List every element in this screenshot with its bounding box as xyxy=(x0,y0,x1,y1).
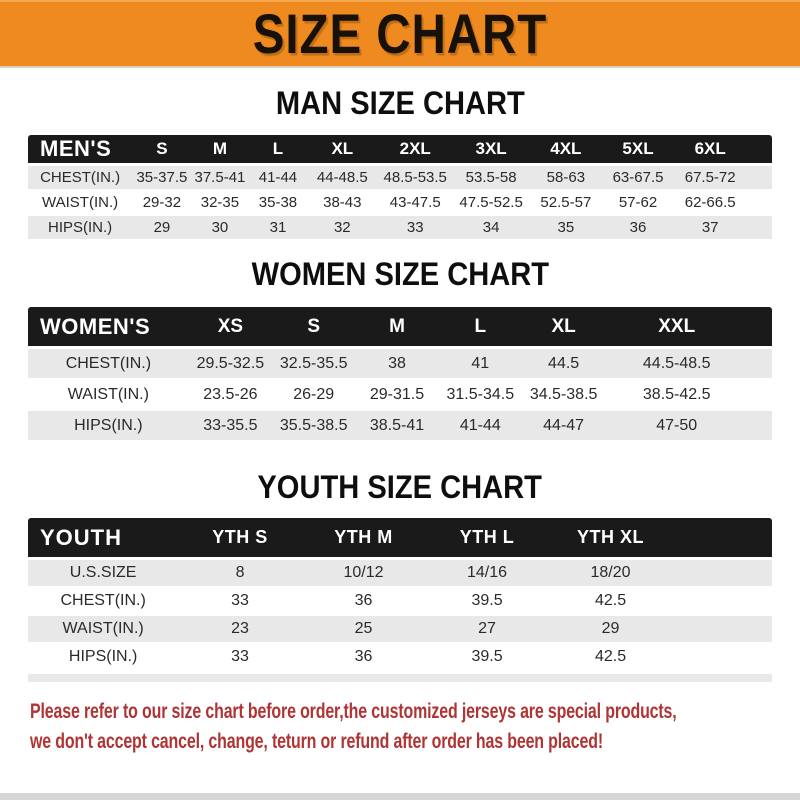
size-value-cell: 44-48.5 xyxy=(308,166,377,191)
size-value-cell: 36 xyxy=(603,216,673,241)
spacer-cell xyxy=(748,307,772,349)
banner xyxy=(0,0,800,68)
row-label-cell: HIPS(IN.) xyxy=(28,216,132,241)
women-size-column-header: S xyxy=(272,307,355,349)
size-value-cell: 34.5-38.5 xyxy=(522,380,605,411)
size-value-cell: 10/12 xyxy=(302,560,426,588)
men-size-table xyxy=(28,135,772,241)
disclaimer-line-1: Please refer to our size chart before order,the customized jerseys are special products, xyxy=(30,700,677,723)
women-size-column-header: L xyxy=(439,307,522,349)
spacer-cell xyxy=(672,588,772,616)
youth-measure-row xyxy=(28,616,772,644)
youth-table-bottom-strip xyxy=(28,674,772,682)
youth-measure-row xyxy=(28,644,772,672)
youth-size-column-header: YTH L xyxy=(425,518,549,560)
spacer-cell xyxy=(672,518,772,560)
men-measure-row xyxy=(28,216,772,241)
size-value-cell: 35-37.5 xyxy=(132,166,192,191)
size-value-cell: 29 xyxy=(549,616,673,644)
row-label-cell: HIPS(IN.) xyxy=(28,411,189,442)
men-measure-row xyxy=(28,191,772,216)
row-label-cell: U.S.SIZE xyxy=(28,560,178,588)
women-measure-row xyxy=(28,411,772,442)
size-value-cell: 32.5-35.5 xyxy=(272,349,355,380)
youth-header-row xyxy=(28,518,772,560)
row-label-cell: CHEST(IN.) xyxy=(28,166,132,191)
size-value-cell: 63-67.5 xyxy=(603,166,673,191)
size-value-cell: 29-32 xyxy=(132,191,192,216)
size-value-cell: 37 xyxy=(673,216,747,241)
men-size-column-header: 2XL xyxy=(377,135,454,166)
women-section xyxy=(0,258,800,442)
size-value-cell: 35 xyxy=(529,216,603,241)
size-value-cell: 57-62 xyxy=(603,191,673,216)
size-value-cell: 30 xyxy=(192,216,249,241)
men-table-wrap xyxy=(28,135,772,241)
women-table-wrap xyxy=(28,307,772,442)
size-value-cell: 53.5-58 xyxy=(454,166,529,191)
size-value-cell: 44.5 xyxy=(522,349,605,380)
size-value-cell: 8 xyxy=(178,560,302,588)
men-size-column-header: S xyxy=(132,135,192,166)
row-label-cell: CHEST(IN.) xyxy=(28,588,178,616)
men-size-column-header: M xyxy=(192,135,249,166)
spacer-cell xyxy=(672,644,772,672)
size-value-cell: 29.5-32.5 xyxy=(189,349,272,380)
size-value-cell: 29 xyxy=(132,216,192,241)
women-measure-row xyxy=(28,380,772,411)
size-value-cell: 35-38 xyxy=(248,191,308,216)
women-measure-row xyxy=(28,349,772,380)
youth-size-column-header: YTH XL xyxy=(549,518,673,560)
page-title: SIZE CHART xyxy=(252,2,548,66)
size-value-cell: 33-35.5 xyxy=(189,411,272,442)
youth-section-title xyxy=(0,471,800,504)
size-value-cell: 38.5-42.5 xyxy=(605,380,748,411)
size-value-cell: 48.5-53.5 xyxy=(377,166,454,191)
youth-measure-row xyxy=(28,588,772,616)
size-value-cell: 37.5-41 xyxy=(192,166,249,191)
youth-section xyxy=(0,471,800,682)
women-section-title-text: WOMEN SIZE CHART xyxy=(251,256,549,293)
women-size-column-header: XL xyxy=(522,307,605,349)
youth-size-table xyxy=(28,518,772,672)
disclaimer-line-2: we don't accept cancel, change, teturn or refund after order has been placed! xyxy=(30,730,604,753)
size-value-cell: 58-63 xyxy=(529,166,603,191)
size-value-cell: 31 xyxy=(248,216,308,241)
size-value-cell: 32-35 xyxy=(192,191,249,216)
size-value-cell: 35.5-38.5 xyxy=(272,411,355,442)
men-size-column-header: 5XL xyxy=(603,135,673,166)
women-header-row xyxy=(28,307,772,349)
men-section-title-text: MAN SIZE CHART xyxy=(275,85,525,122)
men-header-row xyxy=(28,135,772,166)
size-value-cell: 32 xyxy=(308,216,377,241)
size-value-cell: 42.5 xyxy=(549,588,673,616)
size-value-cell: 38-43 xyxy=(308,191,377,216)
men-section-title xyxy=(0,87,800,120)
size-value-cell: 44-47 xyxy=(522,411,605,442)
men-size-column-header: XL xyxy=(308,135,377,166)
size-value-cell: 38 xyxy=(355,349,438,380)
women-table-title: WOMEN'S xyxy=(28,307,189,349)
spacer-cell xyxy=(748,411,772,442)
women-size-column-header: XXL xyxy=(605,307,748,349)
women-size-column-header: XS xyxy=(189,307,272,349)
women-size-column-header: M xyxy=(355,307,438,349)
size-value-cell: 43-47.5 xyxy=(377,191,454,216)
size-value-cell: 29-31.5 xyxy=(355,380,438,411)
size-value-cell: 38.5-41 xyxy=(355,411,438,442)
row-label-cell: WAIST(IN.) xyxy=(28,616,178,644)
size-value-cell: 33 xyxy=(377,216,454,241)
spacer-cell xyxy=(747,191,772,216)
youth-section-title-text: YOUTH SIZE CHART xyxy=(257,469,543,506)
row-label-cell: HIPS(IN.) xyxy=(28,644,178,672)
spacer-cell xyxy=(672,560,772,588)
men-size-column-header: 3XL xyxy=(454,135,529,166)
size-value-cell: 41 xyxy=(439,349,522,380)
spacer-cell xyxy=(747,166,772,191)
size-value-cell: 39.5 xyxy=(425,588,549,616)
size-value-cell: 36 xyxy=(302,644,426,672)
spacer-cell xyxy=(747,216,772,241)
size-value-cell: 25 xyxy=(302,616,426,644)
size-value-cell: 42.5 xyxy=(549,644,673,672)
size-value-cell: 36 xyxy=(302,588,426,616)
women-section-title xyxy=(0,258,800,291)
spacer-cell xyxy=(747,135,772,166)
size-value-cell: 62-66.5 xyxy=(673,191,747,216)
size-value-cell: 27 xyxy=(425,616,549,644)
men-size-column-header: L xyxy=(248,135,308,166)
size-value-cell: 41-44 xyxy=(248,166,308,191)
size-value-cell: 23 xyxy=(178,616,302,644)
row-label-cell: WAIST(IN.) xyxy=(28,380,189,411)
bottom-edge-strip xyxy=(0,793,800,800)
men-size-column-header: 4XL xyxy=(529,135,603,166)
size-value-cell: 23.5-26 xyxy=(189,380,272,411)
size-value-cell: 47.5-52.5 xyxy=(454,191,529,216)
size-value-cell: 47-50 xyxy=(605,411,748,442)
disclaimer xyxy=(30,697,800,757)
size-value-cell: 33 xyxy=(178,644,302,672)
row-label-cell: CHEST(IN.) xyxy=(28,349,189,380)
youth-size-column-header: YTH S xyxy=(178,518,302,560)
size-value-cell: 26-29 xyxy=(272,380,355,411)
size-value-cell: 31.5-34.5 xyxy=(439,380,522,411)
size-value-cell: 33 xyxy=(178,588,302,616)
youth-measure-row xyxy=(28,560,772,588)
men-measure-row xyxy=(28,166,772,191)
size-value-cell: 14/16 xyxy=(425,560,549,588)
men-section xyxy=(0,87,800,241)
spacer-cell xyxy=(748,380,772,411)
row-label-cell: WAIST(IN.) xyxy=(28,191,132,216)
men-size-column-header: 6XL xyxy=(673,135,747,166)
spacer-cell xyxy=(672,616,772,644)
size-value-cell: 41-44 xyxy=(439,411,522,442)
men-table-title: MEN'S xyxy=(28,135,132,166)
size-value-cell: 67.5-72 xyxy=(673,166,747,191)
size-value-cell: 34 xyxy=(454,216,529,241)
youth-size-column-header: YTH M xyxy=(302,518,426,560)
spacer-cell xyxy=(748,349,772,380)
size-value-cell: 18/20 xyxy=(549,560,673,588)
youth-table-wrap xyxy=(28,518,772,672)
size-value-cell: 39.5 xyxy=(425,644,549,672)
women-size-table xyxy=(28,307,772,442)
youth-table-title: YOUTH xyxy=(28,518,178,560)
size-value-cell: 44.5-48.5 xyxy=(605,349,748,380)
size-value-cell: 52.5-57 xyxy=(529,191,603,216)
